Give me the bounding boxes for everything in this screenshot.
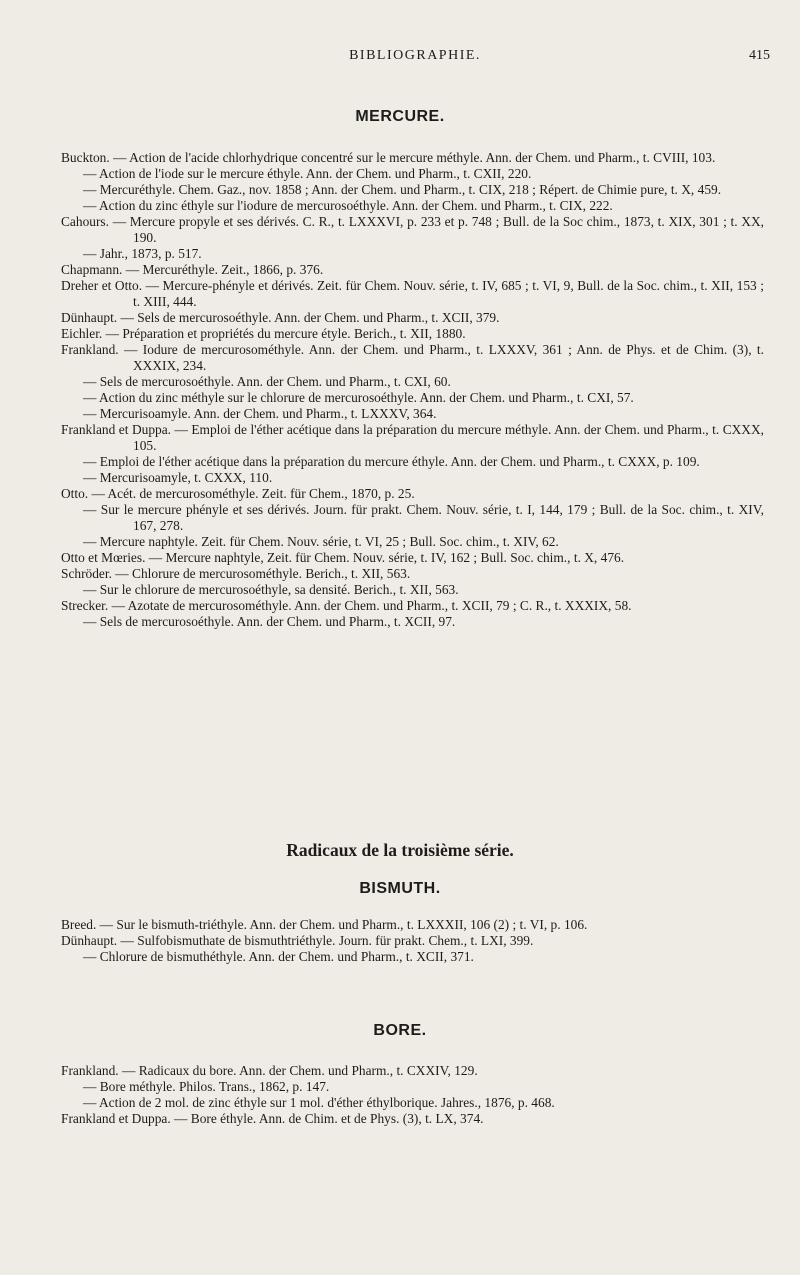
bib-entry: — Action du zinc méthyle sur le chlorure de mercurosoéthyle. Ann. der Chem. und Pharm., t. CXI, 57. [83, 390, 634, 405]
bib-entry: Dünhaupt. — Sels de mercurosoéthyle. Ann. der Chem. und Pharm., t. XCII, 379. [61, 310, 500, 325]
bib-entry: — Action du zinc éthyle sur l'iodure de mercurosoéthyle. Ann. der Chem. und Pharm., t. CIX, 222. [83, 198, 613, 213]
bib-entry: Otto et Mœries. — Mercure naphtyle, Zeit. für Chem. Nouv. série, t. IV, 162 ; Bull. Soc. chim., t. X, 476. [61, 550, 625, 565]
bib-entry: — Sels de mercurosoéthyle. Ann. der Chem. und Pharm., t. CXI, 60. [83, 374, 451, 389]
bib-entry: — Bore méthyle. Philos. Trans., 1862, p. 147. [83, 1079, 330, 1094]
running-title: BIBLIOGRAPHIE. [349, 48, 481, 63]
bib-entry: Otto. — Acét. de mercurosométhyle. Zeit. für Chem., 1870, p. 25. [61, 486, 415, 501]
section-heading-mercure: MERCURE. [355, 108, 445, 125]
bib-entry: — Sur le mercure phényle et ses dérivés. Journ. für prakt. Chem. Nouv. série, t. I, 144, 179 ; Bull. de la Soc. chim., t. XIV, 167, 278. [83, 502, 764, 533]
bib-entry: — Emploi de l'éther acétique dans la préparation du mercure éthyle. Ann. der Chem. und Pharm., t. CXXX, p. 109. [83, 454, 700, 469]
bib-entry: — Mercurisoamyle, t. CXXX, 110. [83, 470, 273, 485]
bib-entry: Buckton. — Action de l'acide chlorhydrique concentré sur le mercure méthyle. Ann. der Chem. und Pharm., t. CVIII, 103. [61, 150, 716, 165]
bib-entry: Frankland et Duppa. — Emploi de l'éther acétique dans la préparation du mercure méthyle. Ann. der Chem. und Pharm., t. CXXX, 105. [61, 422, 764, 453]
bib-entry: Frankland et Duppa. — Bore éthyle. Ann. de Chim. et de Phys. (3), t. LX, 374. [61, 1111, 484, 1126]
page-number: 415 [749, 48, 770, 63]
bib-entry: Frankland. — Iodure de mercurosométhyle. Ann. der Chem. und Pharm., t. LXXXV, 361 ; Ann. de Phys. et de Chim. (3), t. XXXIX, 234. [61, 342, 764, 373]
bib-entry: Strecker. — Azotate de mercurosométhyle. Ann. der Chem. und Pharm., t. XCII, 79 ; C. R., t. XXXIX, 58. [61, 598, 632, 613]
bib-entry: — Mercure naphtyle. Zeit. für Chem. Nouv. série, t. VI, 25 ; Bull. Soc. chim., t. XIV, 62. [83, 534, 559, 549]
bib-entry: Dreher et Otto. — Mercure-phényle et dérivés. Zeit. für Chem. Nouv. série, t. IV, 685 ; t. VI, 9, Bull. de la Soc. chim., t. XII, 153 ; t. XIII, 444. [61, 278, 764, 309]
bib-entry: — Action de 2 mol. de zinc éthyle sur 1 mol. d'éther éthylborique. Jahres., 1876, p. 468. [83, 1095, 555, 1110]
bib-entry: — Mercuréthyle. Chem. Gaz., nov. 1858 ; Ann. der Chem. und Pharm., t. CIX, 218 ; Répert. de Chimie pure, t. X, 459. [83, 182, 722, 197]
entries-bore [61, 1063, 764, 1127]
bib-entry: Eichler. — Préparation et propriétés du mercure étyle. Berich., t. XII, 1880. [61, 326, 466, 341]
series-heading: Radicaux de la troisième série. [286, 840, 514, 860]
bib-entry: Chapmann. — Mercuréthyle. Zeit., 1866, p. 376. [61, 262, 324, 277]
section-heading-bore: BORE. [373, 1022, 427, 1039]
running-head [60, 48, 770, 68]
bib-entry: Cahours. — Mercure propyle et ses dérivés. C. R., t. LXXXVI, p. 233 et p. 748 ; Bull. de la Soc chim., 1873, t. XIX, 301 ; t. XX, 190. [61, 214, 764, 245]
bib-entry: — Mercurisoamyle. Ann. der Chem. und Pharm., t. LXXXV, 364. [83, 406, 437, 421]
bib-entry: Schröder. — Chlorure de mercurosométhyle. Berich., t. XII, 563. [61, 566, 411, 581]
bib-entry: — Chlorure de bismuthéthyle. Ann. der Chem. und Pharm., t. XCII, 371. [83, 949, 474, 964]
bib-entry: Frankland. — Radicaux du bore. Ann. der Chem. und Pharm., t. CXXIV, 129. [61, 1063, 478, 1078]
entries-bismuth [61, 917, 764, 965]
bib-entry: Breed. — Sur le bismuth-triéthyle. Ann. der Chem. und Pharm., t. LXXXII, 106 (2) ; t. VI, p. 106. [61, 917, 588, 932]
bib-entry: — Sels de mercurosoéthyle. Ann. der Chem. und Pharm., t. XCII, 97. [83, 614, 456, 629]
section-heading-bismuth: BISMUTH. [359, 880, 441, 897]
bib-entry: — Sur le chlorure de mercurosoéthyle, sa densité. Berich., t. XII, 563. [83, 582, 459, 597]
entries-mercure [61, 150, 764, 630]
bib-entry: — Jahr., 1873, p. 517. [83, 246, 202, 261]
bib-entry: — Action de l'iode sur le mercure éthyle. Ann. der Chem. und Pharm., t. CXII, 220. [83, 166, 532, 181]
bib-entry: Dünhaupt. — Sulfobismuthate de bismuthtriéthyle. Journ. für prakt. Chem., t. LXI, 399. [61, 933, 534, 948]
